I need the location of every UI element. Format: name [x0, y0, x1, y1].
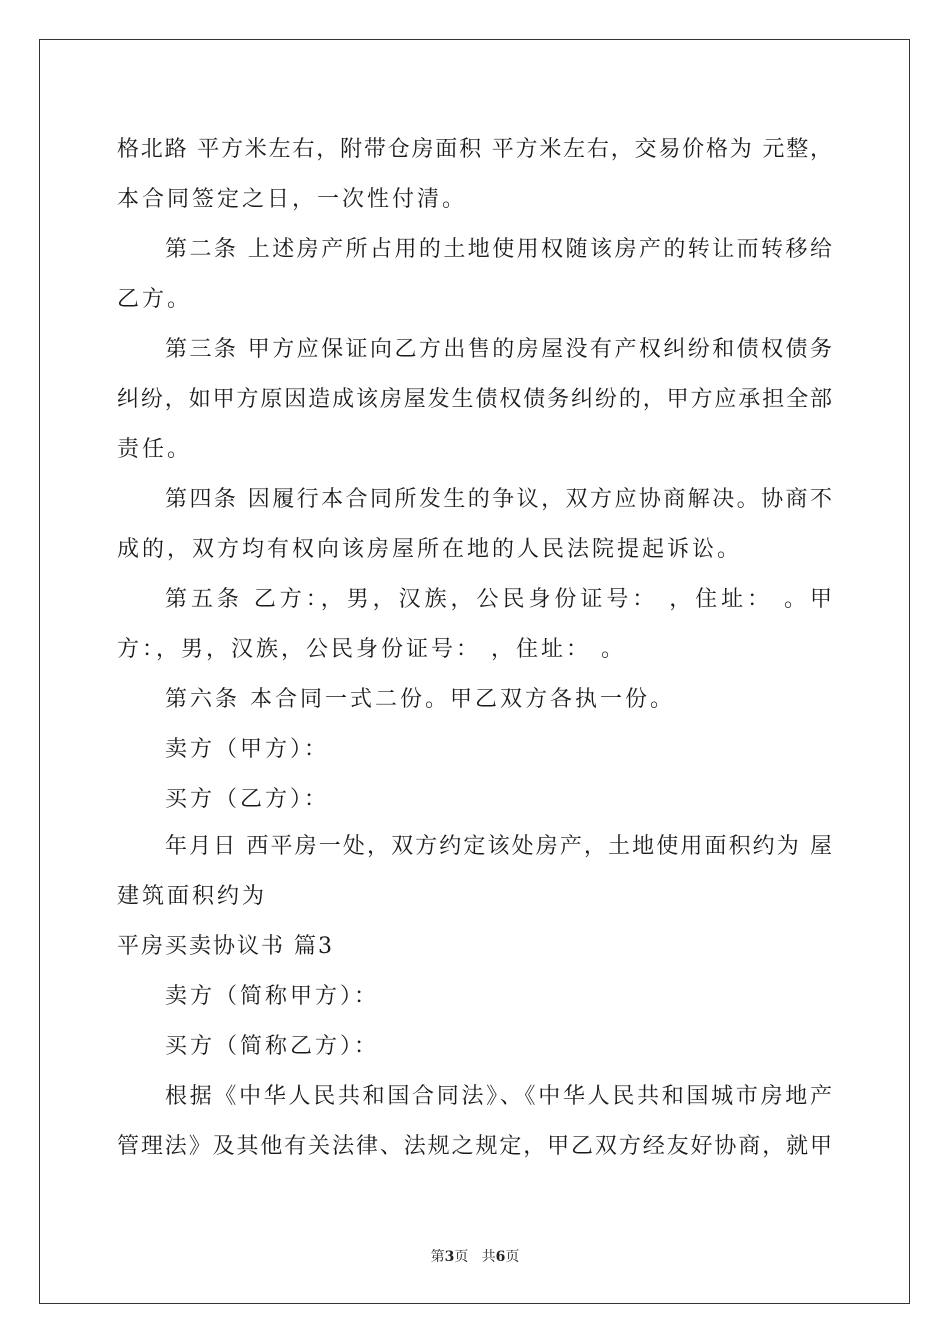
page-number: 3: [444, 1249, 455, 1265]
body-line-1: 格北路 平方米左右，附带仓房面积 平方米左右，交易价格为 元整，: [117, 137, 832, 162]
page-prefix: 第: [430, 1249, 445, 1265]
body-line-5: 第三条 甲方应保证向乙方出售的房屋没有产权纠纷和债权债务: [165, 337, 832, 362]
body-line-10: 第五条 乙方：，男，汉族，公民身份证号： ，住址： 。甲: [165, 587, 832, 612]
seller-signature-label: 卖方（甲方）：: [165, 737, 330, 762]
page-suffix: 页: [454, 1249, 469, 1265]
buyer-signature-label: 买方（乙方）：: [165, 787, 330, 812]
body-line-9: 成的，双方均有权向该房屋所在地的人民法院提起诉讼。: [117, 537, 743, 562]
body-line-8: 第四条 因履行本合同所发生的争议，双方应协商解决。协商不: [165, 487, 832, 512]
section-heading: 平房买卖协议书 篇3: [117, 934, 334, 959]
page-border: [39, 39, 910, 1304]
body-line-6: 纠纷，如甲方原因造成该房屋发生债权债务纠纷的，甲方应承担全部: [117, 387, 832, 412]
total-suffix: 页: [505, 1249, 520, 1265]
body-line-4: 乙方。: [117, 287, 193, 312]
body-line-16: 建筑面积约为: [117, 884, 268, 909]
body-line-2: 本合同签定之日，一次性付清。: [117, 187, 468, 212]
body-line-3: 第二条 上述房产所占用的土地使用权随该房产的转让而转移给: [165, 237, 832, 262]
body-line-15: 年月日 西平房一处，双方约定该处房产，土地使用面积约为 屋: [165, 834, 832, 859]
page-footer: [0, 1248, 950, 1266]
body-line-11: 方：，男，汉族，公民身份证号： ，住址： 。: [117, 637, 626, 662]
body-line-12: 第六条 本合同一式二份。甲乙双方各执一份。: [165, 687, 675, 712]
seller-label: 卖方（简称甲方）：: [165, 984, 380, 1009]
body-line-7: 责任。: [117, 437, 193, 462]
total-prefix: 共: [481, 1249, 496, 1265]
buyer-label: 买方（简称乙方）：: [165, 1034, 380, 1059]
body-line-21: 管理法》及其他有关法律、法规之规定，甲乙双方经友好协商，就甲: [117, 1134, 832, 1159]
total-pages: 6: [495, 1249, 506, 1265]
body-line-20: 根据《中华人民共和国合同法》、《中华人民共和国城市房地产: [165, 1084, 832, 1109]
